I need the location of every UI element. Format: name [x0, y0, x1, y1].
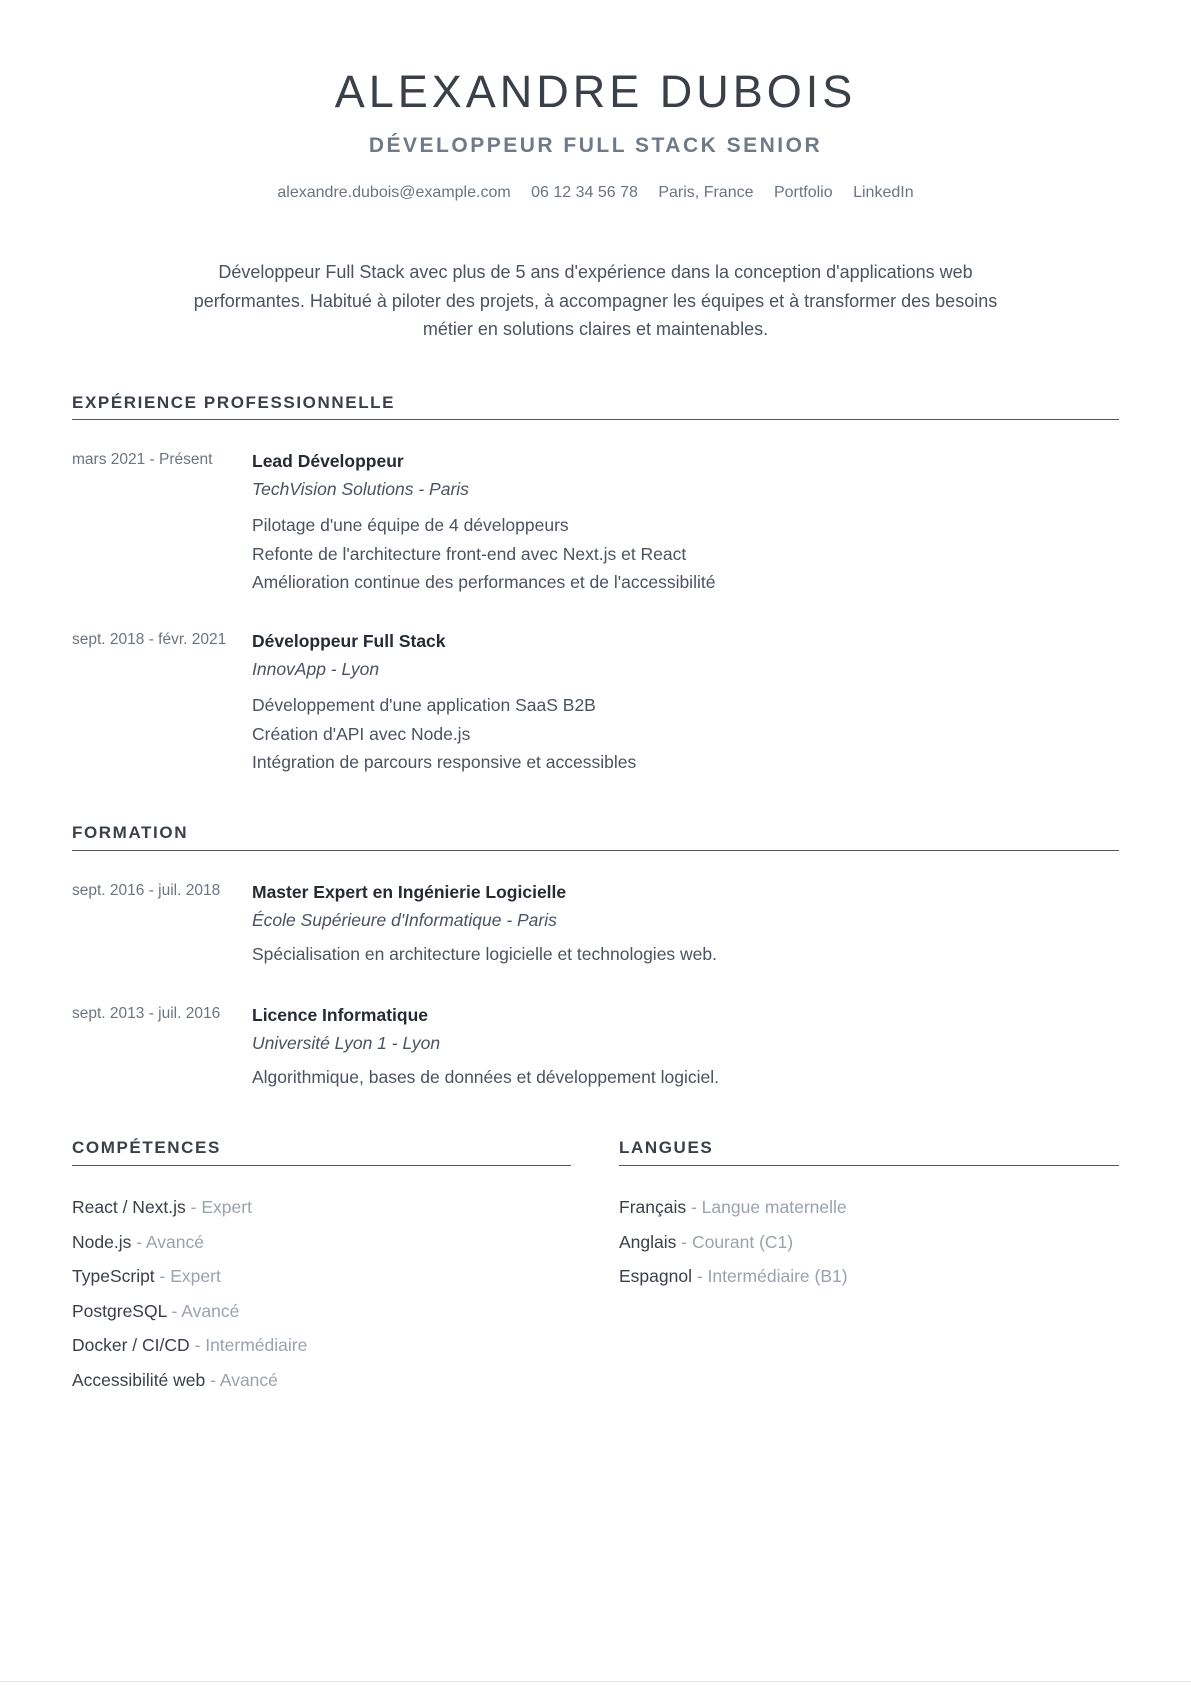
- entry-title: Licence Informatique: [252, 1005, 429, 1025]
- list-item: [619, 1225, 848, 1260]
- list-item: Intégration de parcours responsive et accessibles: [252, 752, 637, 772]
- list-item: Développement d'une application SaaS B2B: [252, 695, 596, 715]
- linkedin-link[interactable]: LinkedIn: [853, 184, 914, 201]
- job-title: DÉVELOPPEUR FULL STACK SENIOR: [368, 134, 823, 157]
- list-item: [72, 1259, 307, 1294]
- language-name: Espagnol: [619, 1266, 692, 1286]
- entry-organization: TechVision Solutions - Paris: [252, 479, 469, 499]
- skills-heading: COMPÉTENCES: [72, 1138, 221, 1157]
- entry-date: sept. 2013 - juil. 2016: [72, 1005, 221, 1022]
- list-item: Création d'API avec Node.js: [252, 723, 471, 744]
- education-heading: FORMATION: [72, 823, 189, 842]
- candidate-name: ALEXANDRE DUBOIS: [334, 66, 857, 117]
- list-item: [72, 1363, 307, 1398]
- language-level: - Intermédiaire (B1): [691, 1266, 848, 1286]
- education-divider: [72, 850, 1119, 851]
- portfolio-link[interactable]: Portfolio: [773, 184, 833, 201]
- entry-bullets: [252, 511, 1112, 597]
- skill-name: Accessibilité web: [72, 1369, 206, 1390]
- profile-summary: Développeur Full Stack avec plus de 5 ans d'expérience dans la conception d'applications web performantes. Habitué à piloter des projets, à accompagner les équipes et à transformer des besoins métier en solutions claires et maintenables.: [193, 262, 998, 339]
- skill-level: - Avancé: [166, 1300, 240, 1321]
- skill-name: Node.js: [72, 1231, 132, 1252]
- language-level: - Courant (C1): [676, 1231, 794, 1252]
- entry-bullets: [252, 691, 1112, 777]
- list-item: Amélioration continue des performances et de l'accessibilité: [252, 572, 716, 592]
- list-item: Pilotage d'une équipe de 4 développeurs: [252, 515, 569, 535]
- list-item: Refonte de l'architecture front-end avec Next.js et React: [252, 543, 687, 564]
- skill-name: TypeScript: [72, 1266, 155, 1286]
- contact-email[interactable]: alexandre.dubois@example.com: [277, 184, 511, 201]
- contact-phone[interactable]: 06 12 34 56 78: [531, 184, 638, 201]
- languages-divider: [619, 1165, 1119, 1166]
- skills-list: [72, 1190, 307, 1397]
- contact-bar: [0, 184, 1191, 202]
- page-bottom-border: [0, 1681, 1191, 1682]
- languages-list: [619, 1190, 848, 1294]
- contact-location: Paris, France: [658, 184, 754, 201]
- skill-name: PostgreSQL: [72, 1300, 167, 1321]
- experience-divider: [72, 419, 1119, 420]
- entry-organization: École Supérieure d'Informatique - Paris: [252, 910, 557, 930]
- skill-name: Docker / CI/CD: [72, 1335, 190, 1355]
- skill-name: React / Next.js: [72, 1197, 186, 1217]
- entry-title: Développeur Full Stack: [252, 631, 446, 651]
- entry-organization: InnovApp - Lyon: [252, 659, 380, 679]
- entry-date: mars 2021 - Présent: [72, 451, 213, 468]
- skills-divider: [72, 1165, 571, 1166]
- language-level: - Langue maternelle: [686, 1197, 847, 1217]
- list-item: [619, 1190, 848, 1225]
- entry-date: sept. 2018 - févr. 2021: [72, 631, 227, 648]
- entry-description: Algorithmique, bases de données et développement logiciel.: [252, 1067, 719, 1087]
- entry-description: Spécialisation en architecture logicielle et technologies web.: [252, 944, 717, 964]
- list-item: [72, 1328, 307, 1363]
- skill-level: - Expert: [154, 1266, 221, 1286]
- list-item: [72, 1225, 307, 1260]
- list-item: [72, 1294, 307, 1329]
- entry-date: sept. 2016 - juil. 2018: [72, 882, 221, 899]
- skill-level: - Avancé: [205, 1369, 278, 1390]
- languages-heading: LANGUES: [619, 1138, 714, 1157]
- skill-level: - Intermédiaire: [189, 1335, 308, 1355]
- entry-organization: Université Lyon 1 - Lyon: [252, 1033, 441, 1053]
- entry-title: Lead Développeur: [252, 451, 404, 471]
- entry-title: Master Expert en Ingénierie Logicielle: [252, 882, 567, 902]
- skill-level: - Expert: [185, 1197, 252, 1217]
- list-item: [72, 1190, 307, 1225]
- language-name: Anglais: [619, 1231, 677, 1252]
- language-name: Français: [619, 1197, 687, 1217]
- list-item: [619, 1259, 848, 1294]
- skill-level: - Avancé: [131, 1231, 204, 1252]
- experience-heading: EXPÉRIENCE PROFESSIONNELLE: [72, 393, 396, 412]
